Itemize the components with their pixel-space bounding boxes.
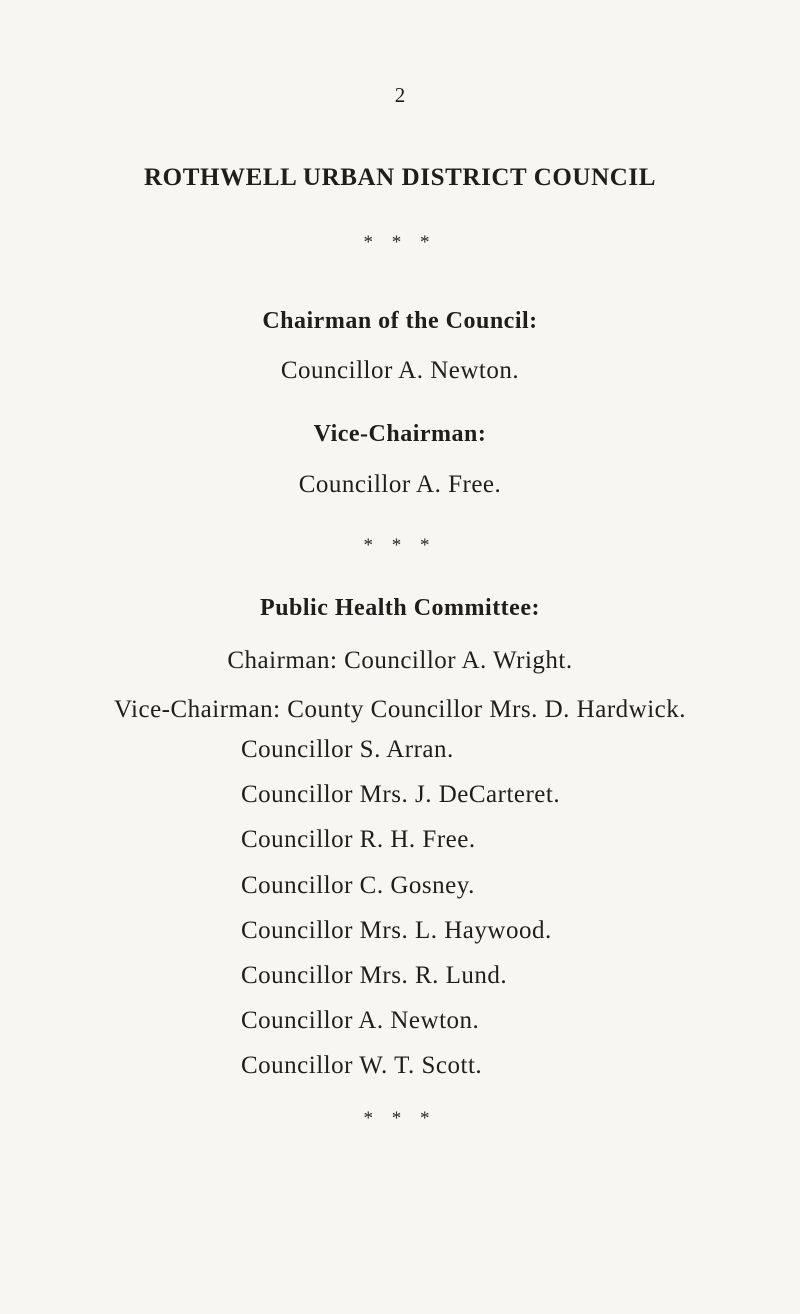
asterisk-separator: * * * [363,1108,437,1129]
committee-chairman: Chairman: Councillor A. Wright. [227,647,573,674]
committee-heading: Public Health Committee: [260,595,540,621]
page-title: ROTHWELL URBAN DISTRICT COUNCIL [144,164,656,191]
committee-member: Councillor W. T. Scott. [241,1052,483,1080]
vice-chairman-heading: Vice-Chairman: [313,421,487,447]
chairman-heading: Chairman of the Council: [262,308,538,334]
committee-member: Councillor C. Gosney. [241,871,475,899]
committee-vice-chairman: Vice-Chairman: County Councillor Mrs. D. Hardwick. [113,696,686,723]
chairman-name: Councillor A. Newton. [280,357,520,384]
committee-member: Councillor R. H. Free. [241,826,476,854]
committee-member: Councillor Mrs. R. Lund. [241,961,508,989]
committee-member: Councillor Mrs. J. DeCarteret. [241,781,561,809]
asterisk-separator: * * * [363,535,437,556]
asterisk-separator: * * * [363,232,437,253]
committee-member: Councillor S. Arran. [241,736,454,763]
vice-chairman-name: Councillor A. Free. [298,471,502,498]
committee-member: Councillor A. Newton. [241,1007,480,1035]
committee-member-list [241,727,761,1089]
page-number: 2 [394,83,406,107]
committee-member: Councillor Mrs. L. Haywood. [241,916,552,944]
